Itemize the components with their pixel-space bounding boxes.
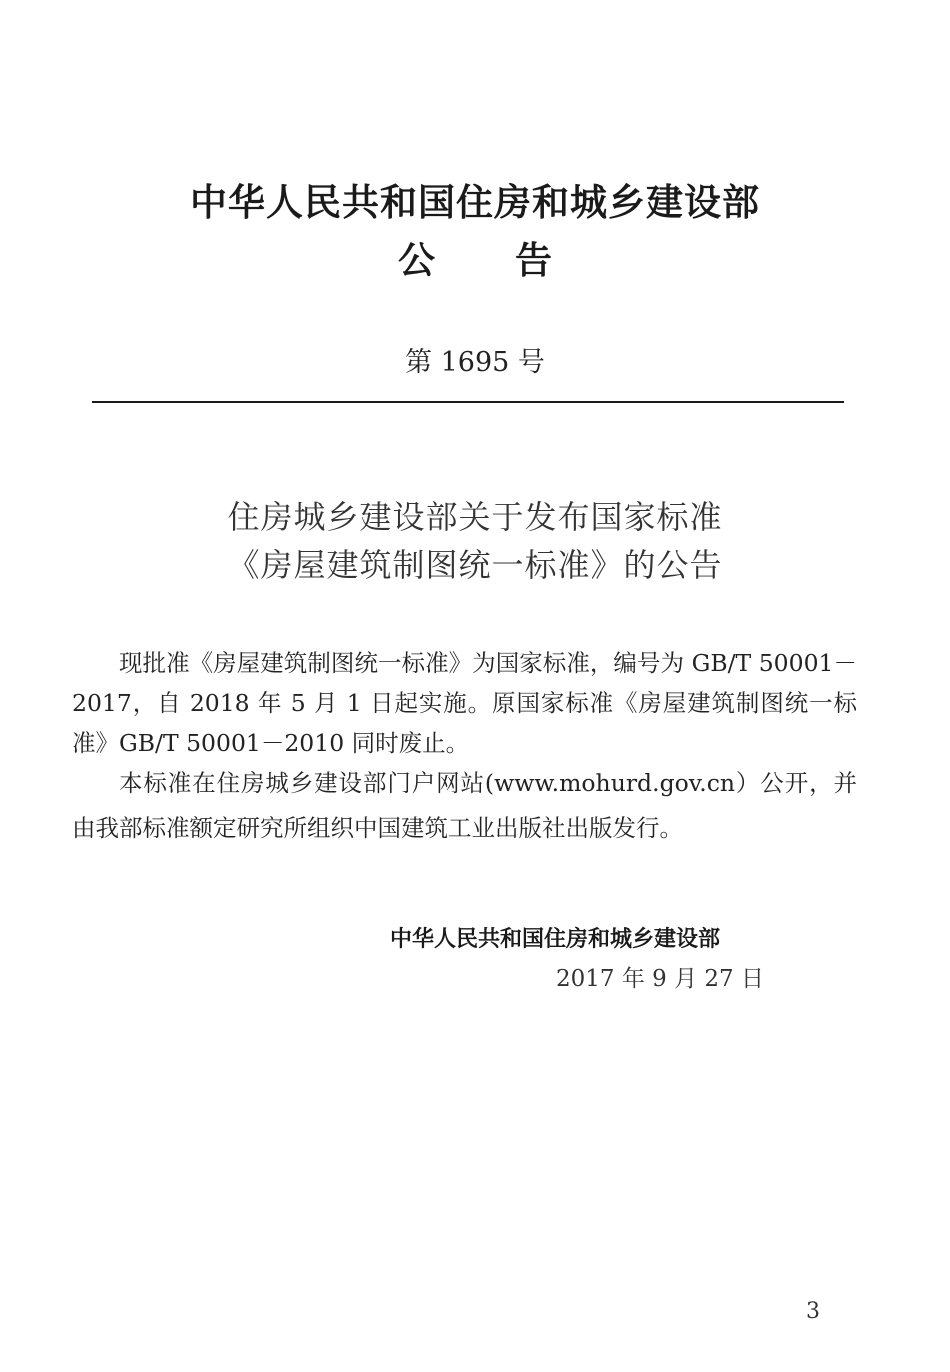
body-paragraph-2 bbox=[72, 761, 857, 851]
notice-number: 第 1695 号 bbox=[405, 347, 545, 378]
body-paragraph-1 bbox=[72, 643, 857, 763]
page-number: 3 bbox=[806, 1299, 820, 1324]
approval-text: 现批准《房屋建筑制图统一标准》为国家标准，编号为 GB/T 50001－2017，自 2018 年 5 月 1 日起实施。原国家标准《房屋建筑制图统一标准》GB/T 50001－2010 同时废止。 bbox=[72, 649, 857, 757]
signature-date: 2017 年 9 月 27 日 bbox=[556, 966, 764, 992]
subject-line-1: 住房城乡建设部关于发布国家标准 bbox=[227, 498, 723, 536]
publication-text: 本标准在住房城乡建设部门户网站(www.mohurd.gov.cn）公开，并由我部标准额定研究所组织中国建筑工业出版社出版发行。 bbox=[72, 769, 857, 842]
signature-organization: 中华人民共和国住房和城乡建设部 bbox=[390, 927, 721, 952]
header-divider bbox=[92, 401, 844, 403]
subject-line-2: 《房屋建筑制图统一标准》的公告 bbox=[227, 546, 723, 584]
notice-heading: 公告 bbox=[398, 239, 632, 282]
ministry-title: 中华人民共和国住房和城乡建设部 bbox=[190, 181, 760, 224]
